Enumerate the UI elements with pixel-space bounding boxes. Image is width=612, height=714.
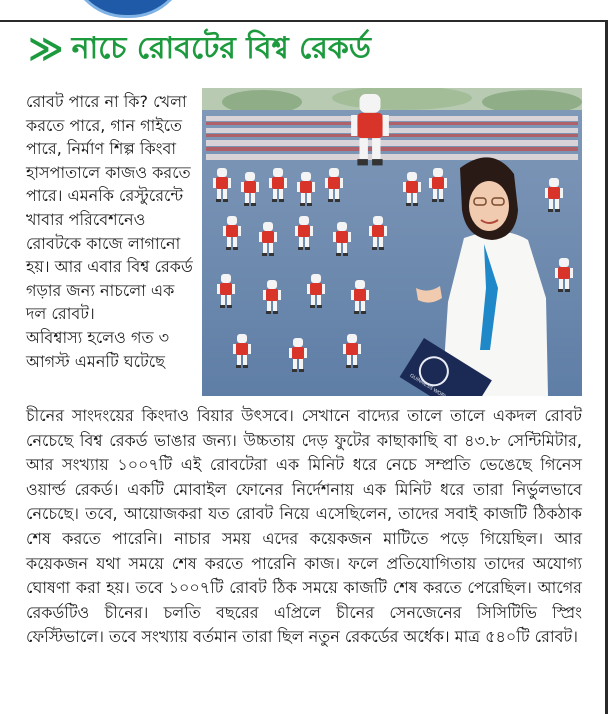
article-title: নাচে রোবটের বিশ্ব রেকর্ড [71,31,371,66]
page-frame-right [605,20,608,714]
article-body [26,404,582,650]
article-header [28,28,371,70]
masthead-logo [68,0,188,18]
lead-paragraph [26,90,196,373]
body-paragraph: চীনের সাংদংয়ের কিংদাও বিয়ার উৎসবে। সেখানে বাদ্যের তালে তালে একদল রোবট নেচেছে বিশ্ব রেকর্ড ভাঙার জন্য। উচ্চতায় দেড় ফুটের কাছাকাছি বা ৪৩.৮ সেন্টিমিটার, আর সংখ্যায় ১০০৭টি এই রোবটেরা এক মিনিট ধরে নেচে সম্প্রতি ভেঙেছে গিনেস ওয়ার্ল্ড রেকর্ড। একটি মোবাইল ফোনের নির্দেশনায় এক মিনিট ধরে তারা নির্ভুলভাবে নেচেছে। তবে, আয়োজকরা যত রোবট নিয়ে এসেছিলেন, তাদের সবাই কাজটি ঠিকঠাক শেষ করতে পারেনি। নাচার সময় এদের কয়েকজন মাটিতে পড়ে গিয়েছিল। আর কয়েকজন যথা সময়ে শেষ করতে পারেনি কাজ। ফলে প্রতিযোগিতায় তাদের অযোগ্য ঘোষণা করা হয়। তবে ১০০৭টি রোবট ঠিক সময়ে কাজটি শেষ করতে পেরেছিল। আগের রেকর্ডটিও চীনের। চলতি বছরের এপ্রিলে চীনের সেনজেনের সিসিটিভি স্প্রিং ফেস্টিভালে। তবে সংখ্যায় বর্তমান তারা ছিল নতুন রেকর্ডের অর্ধেক। মাত্র ৫৪০টি রোবট। [26,406,582,647]
lead-text: রোবট পারে না কি? খেলা করতে পারে, গান গাইতে পারে, নির্মাণ শিল্প কিংবা হাসপাতালে কাজও করতে পারে। এমনকি রেস্টুরেন্টে খাবার পরিবেশনেও রোবটকে কাজে লাগানো হয়। আর এবার বিশ্ব রেকর্ড গড়ার জন্য নাচলো এক দল রোবট। [26,92,193,324]
article-photo [202,88,582,396]
page-frame-top [0,20,608,22]
double-chevron-icon: ≫ [28,29,58,69]
robot-dance-photo [202,88,582,396]
lead-text-continued: অবিশ্বাস্য হলেও গত ৩ আগস্ট এমনটি ঘটেছে [26,327,170,371]
